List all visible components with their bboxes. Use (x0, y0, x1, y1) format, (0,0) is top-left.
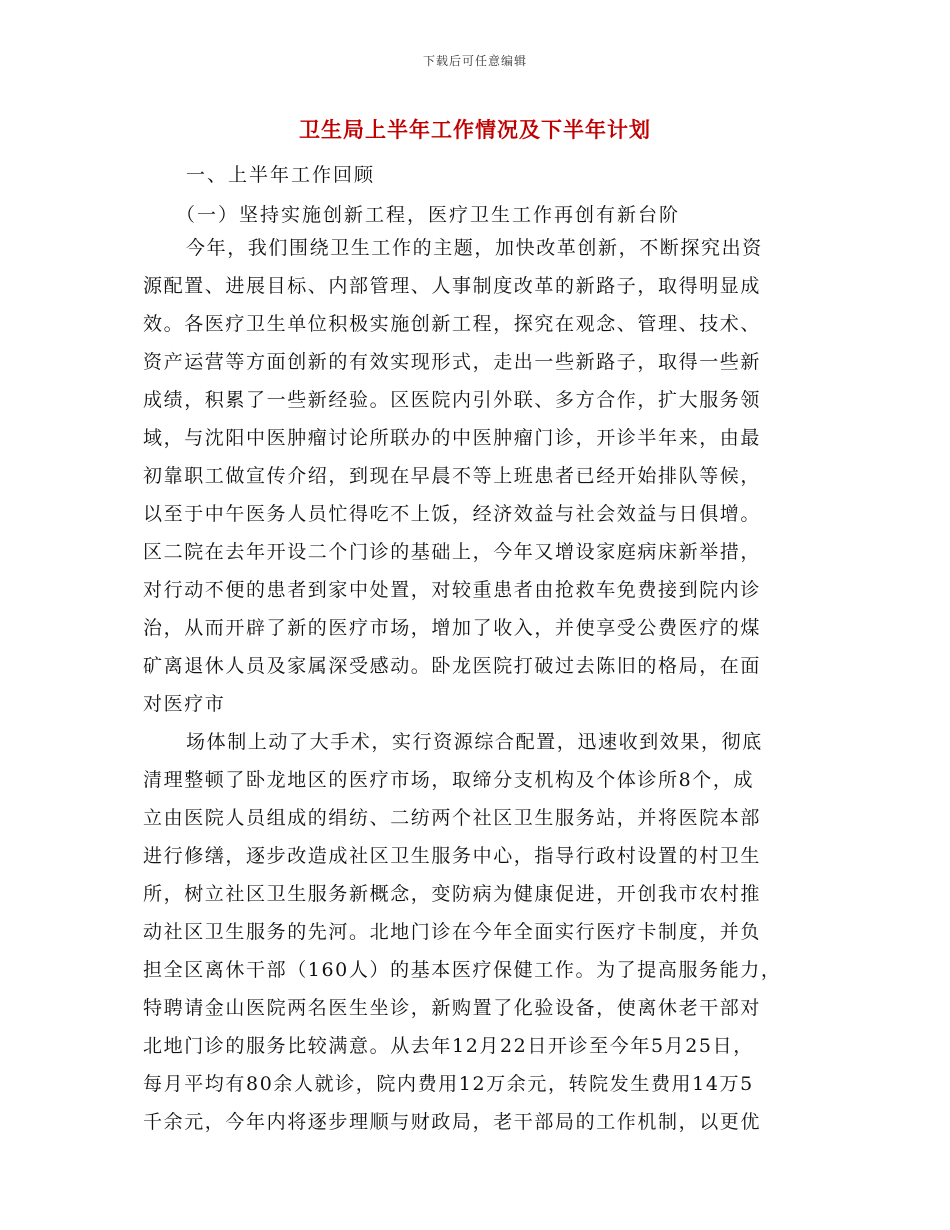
paragraph-line: 立由医院人员组成的绢纺、二纺两个社区卫生服务站，并将医院本部 (143, 807, 762, 829)
section-heading: 一、上半年工作回顾 (186, 164, 376, 186)
paragraph-line: 北地门诊的服务比较满意。从去年12月22日开诊至今年5月25日， (143, 1035, 754, 1057)
paragraph-line: 进行修缮，逐步改造成社区卫生服务中心，指导行政村设置的村卫生 (143, 845, 762, 867)
paragraph-line: 动社区卫生服务的先河。北地门诊在今年全面实行医疗卡制度，并负 (143, 921, 762, 943)
paragraph-line: 域，与沈阳中医肿瘤讨论所联办的中医肿瘤门诊，开诊半年来，由最 (143, 427, 762, 449)
paragraph-line: 区二院在去年开设二个门诊的基础上，今年又增设家庭病床新举措， (143, 541, 762, 563)
paragraph-line: 场体制上动了大手术，实行资源综合配置，迅速收到效果，彻底 (186, 731, 763, 753)
paragraph-line: 担全区离休干部（160人）的基本医疗保健工作。为了提高服务能力， (143, 959, 782, 981)
paragraph-line: 治，从而开辟了新的医疗市场，增加了收入，并使享受公费医疗的煤 (143, 617, 762, 639)
page-header: 下载后可任意编辑 (422, 54, 527, 68)
paragraph-line: 所，树立社区卫生服务新概念，变防病为健康促进，开创我市农村推 (143, 883, 762, 905)
paragraph-line: 以至于中午医务人员忙得吃不上饭，经济效益与社会效益与日俱增。 (143, 503, 762, 525)
paragraph-line: 对行动不便的患者到家中处置，对较重患者由抢救车免费接到院内诊 (143, 579, 762, 601)
subsection-heading: （一）坚持实施创新工程，医疗卫生工作再创有新台阶 (176, 204, 681, 226)
paragraph-line: 对医疗市 (143, 693, 226, 715)
paragraph-line: 矿离退休人员及家属深受感动。卧龙医院打破过去陈旧的格局，在面 (143, 655, 762, 677)
paragraph-line: 成绩，积累了一些新经验。区医院内引外联、多方合作，扩大服务领 (143, 389, 762, 411)
paragraph-line: 清理整顿了卧龙地区的医疗市场，取缔分支机构及个体诊所8个，成 (143, 769, 755, 791)
document-title: 卫生局上半年工作情况及下半年计划 (299, 117, 651, 142)
paragraph-line: 资产运营等方面创新的有效实现形式，走出一些新路子，取得一些新 (143, 351, 762, 373)
paragraph-line: 特聘请金山医院两名医生坐诊，新购置了化验设备，使离休老干部对 (143, 997, 762, 1019)
paragraph-line: 今年，我们围绕卫生工作的主题，加快改革创新，不断探究出资 (186, 237, 763, 259)
paragraph-line: 每月平均有80余人就诊，院内费用12万余元，转院发生费用14万5 (143, 1073, 754, 1095)
paragraph-line: 千余元，今年内将逐步理顺与财政局，老干部局的工作机制，以更优 (143, 1111, 762, 1133)
paragraph-line: 源配置、进展目标、内部管理、人事制度改革的新路子，取得明显成 (143, 275, 762, 297)
paragraph-line: 效。各医疗卫生单位积极实施创新工程，探究在观念、管理、技术、 (143, 313, 762, 335)
paragraph-line: 初靠职工做宣传介绍，到现在早晨不等上班患者已经开始排队等候， (143, 465, 762, 487)
